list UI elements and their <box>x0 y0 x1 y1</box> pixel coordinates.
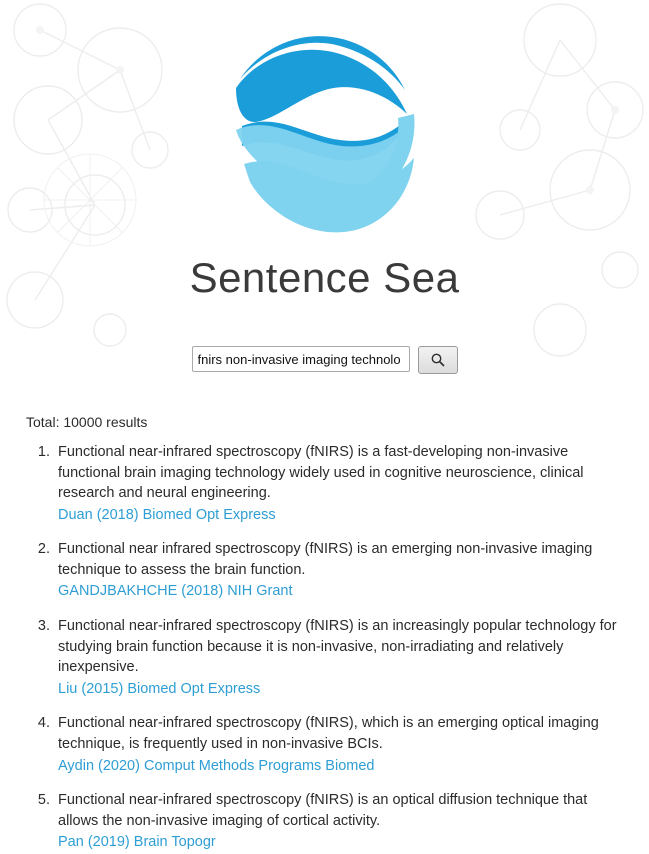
results-list <box>0 442 649 853</box>
list-item <box>54 790 649 853</box>
result-sentence: 1. Functional near-infrared spectroscopy (fNIRS) is a fast-developing non-invasive functional brain imaging technology widely used in cognitive neuroscience, clinical research and neural engineering. <box>58 444 584 502</box>
result-citation-link[interactable]: Liu (2015) Biomed Opt Express <box>58 680 261 697</box>
result-citation-link[interactable]: Pan (2019) Brain Topogr <box>58 834 216 851</box>
page-title: Sentence Sea <box>189 254 460 301</box>
search-button[interactable] <box>418 346 458 374</box>
search-input[interactable] <box>192 346 410 372</box>
result-citation-link[interactable]: Aydin (2020) Comput Methods Programs Biomed <box>58 757 375 774</box>
result-citation-link[interactable]: GANDJBAKHCHE (2018) NIH Grant <box>58 583 293 600</box>
list-item <box>54 539 649 602</box>
results-count: Total: 10000 results <box>26 414 148 430</box>
wave-circle-logo-icon <box>200 18 450 248</box>
search-bar <box>0 346 649 374</box>
list-item <box>54 442 649 525</box>
result-citation-link[interactable]: Duan (2018) Biomed Opt Express <box>58 506 276 523</box>
list-item <box>54 616 649 699</box>
result-sentence: 5. Functional near-infrared spectroscopy (fNIRS) is an optical diffusion technique that allows the non-invasive imaging of cortical activity. <box>58 792 588 829</box>
logo-container <box>0 0 649 248</box>
result-sentence: 2. Functional near infrared spectroscopy (fNIRS) is an emerging non-invasive imaging technique to assess the brain function. <box>58 541 593 578</box>
list-item <box>54 713 649 776</box>
result-sentence: 3. Functional near-infrared spectroscopy (fNIRS) is an increasingly popular technology for studying brain function because it is non-invasive, non-irradiating and relatively inexpensive. <box>58 618 617 676</box>
magnifier-icon <box>430 352 446 368</box>
result-sentence: 4. Functional near-infrared spectroscopy (fNIRS), which is an emerging optical imaging technique, is frequently used in non-invasive BCIs. <box>58 715 599 752</box>
